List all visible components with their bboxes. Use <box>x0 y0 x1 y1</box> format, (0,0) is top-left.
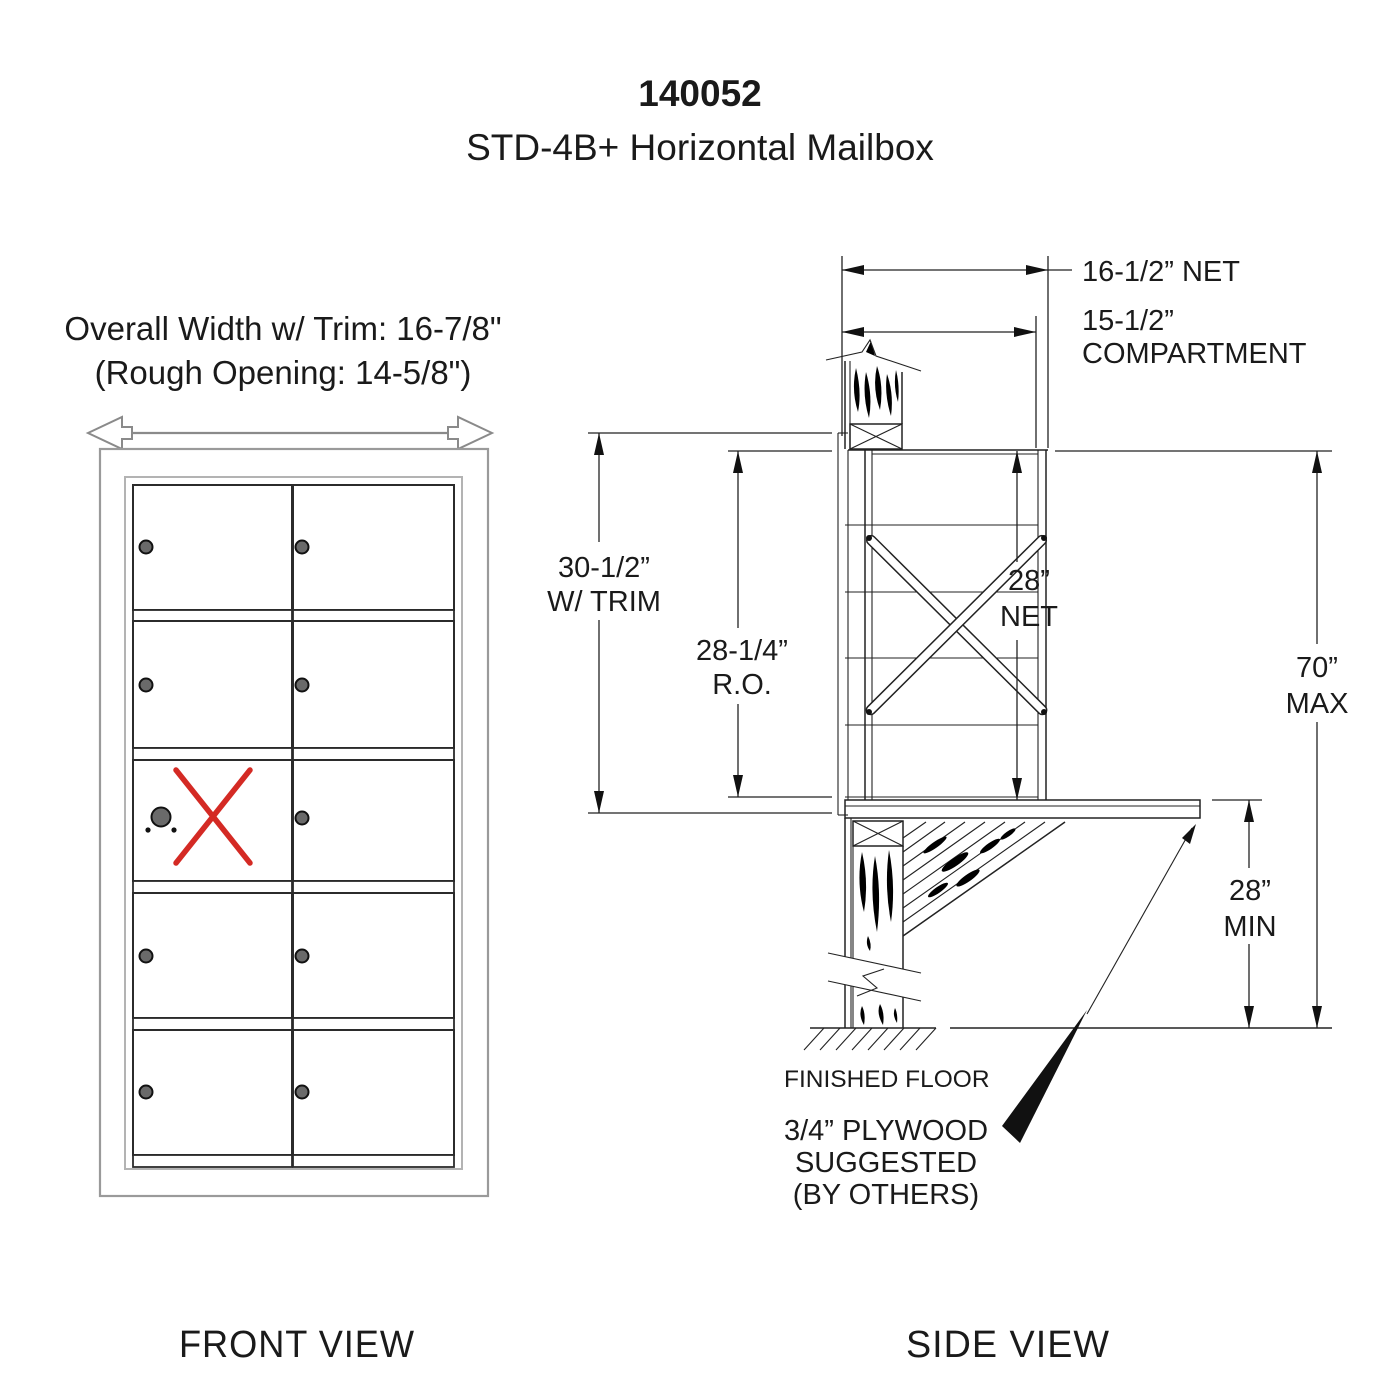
svg-text:MIN: MIN <box>1223 911 1277 943</box>
title-block <box>466 73 934 168</box>
break-line <box>826 340 921 371</box>
bottom-band <box>133 1155 292 1167</box>
master-lock-dot <box>171 827 176 832</box>
door-row5-right <box>293 1030 454 1155</box>
rough-opening-note: (Rough Opening: 14-5/8") <box>94 354 472 391</box>
plywood-shelf <box>845 800 1200 818</box>
lock-icon <box>296 950 309 963</box>
side-view <box>547 256 1348 1366</box>
separator-band <box>133 748 292 760</box>
trim-face <box>838 433 848 815</box>
door-row4-right <box>293 893 454 1018</box>
finished-floor-label: FINISHED FLOOR <box>784 1066 990 1093</box>
bottom-band <box>293 1155 454 1167</box>
dimensions <box>547 256 1348 1028</box>
lock-icon <box>296 679 309 692</box>
dim-height-min <box>1223 800 1276 1028</box>
front-door-grid <box>133 485 454 1167</box>
blocking-x-box <box>850 424 902 449</box>
door-row1-left <box>133 485 292 610</box>
svg-text:28”: 28” <box>1229 875 1271 907</box>
lock-icon <box>140 950 153 963</box>
dim-depth-compartment <box>842 305 1307 370</box>
overall-width-note: Overall Width w/ Trim: 16-7/8" <box>64 310 502 347</box>
svg-text:28”: 28” <box>1008 565 1050 597</box>
master-lock-icon <box>152 808 171 827</box>
separator-band <box>293 881 454 893</box>
svg-text:3/4” PLYWOOD: 3/4” PLYWOOD <box>783 1115 989 1147</box>
separator-band <box>133 881 292 893</box>
width-double-arrow-icon <box>88 417 492 449</box>
leader-line <box>1087 828 1192 1014</box>
lock-icon <box>140 1086 153 1099</box>
leader-wedge-icon <box>1002 1010 1087 1143</box>
svg-text:70”: 70” <box>1296 652 1338 684</box>
dim-depth-net <box>842 256 1240 288</box>
lock-icon <box>296 1086 309 1099</box>
svg-text:MAX: MAX <box>1285 688 1349 720</box>
door-row5-left <box>133 1030 292 1155</box>
svg-text:30-1/2”: 30-1/2” <box>558 552 650 584</box>
svg-text:28-1/4”: 28-1/4” <box>696 635 788 667</box>
svg-text:15-1/2”: 15-1/2” <box>1082 305 1174 337</box>
dim-height-net <box>1000 451 1058 800</box>
svg-text:SUGGESTED: SUGGESTED <box>794 1147 978 1179</box>
separator-band <box>133 1018 292 1030</box>
front-view-caption: FRONT VIEW <box>179 1324 415 1366</box>
svg-text:R.O.: R.O. <box>712 669 772 701</box>
dim-height-max <box>1286 451 1349 1028</box>
door-row2-right <box>293 621 454 748</box>
svg-text:COMPARTMENT: COMPARTMENT <box>1082 338 1307 370</box>
lock-icon <box>296 812 309 825</box>
door-row2-left <box>133 621 292 748</box>
front-view <box>64 310 501 1366</box>
separator-band <box>293 748 454 760</box>
lock-icon <box>296 541 309 554</box>
side-view-caption: SIDE VIEW <box>906 1324 1110 1366</box>
door-row1-right <box>293 485 454 610</box>
door-row3-right <box>293 760 454 881</box>
door-row4-left <box>133 893 292 1018</box>
separator-band <box>293 610 454 621</box>
model-name: STD-4B+ Horizontal Mailbox <box>466 127 934 168</box>
dim-height-trim <box>547 433 661 813</box>
master-lock-dot <box>145 827 150 832</box>
separator-band <box>133 610 292 621</box>
svg-text:(BY OTHERS): (BY OTHERS) <box>792 1179 980 1211</box>
model-number: 140052 <box>638 73 762 114</box>
dim-height-rough-opening <box>696 451 788 797</box>
svg-text:NET: NET <box>1000 601 1058 633</box>
lock-icon <box>140 541 153 554</box>
support-bracket <box>903 822 1065 936</box>
lock-icon <box>140 679 153 692</box>
separator-band <box>293 1018 454 1030</box>
svg-text:16-1/2” NET: 16-1/2” NET <box>1082 256 1240 288</box>
svg-text:W/ TRIM: W/ TRIM <box>547 586 661 618</box>
